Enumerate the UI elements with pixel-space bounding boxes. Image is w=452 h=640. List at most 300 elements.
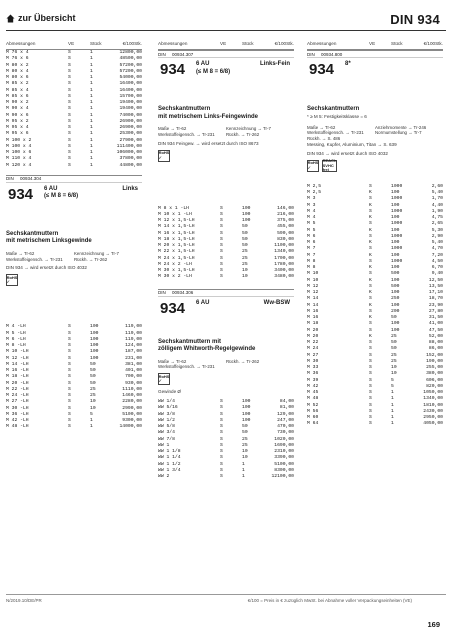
row-quantity: 100 [391, 321, 400, 327]
row-quantity: 100 [391, 190, 400, 196]
row-price: 255,00 [426, 365, 443, 371]
badges [158, 370, 294, 385]
row-price: 23,90 [428, 302, 443, 308]
row-packaging: K [369, 277, 372, 283]
column-3 [307, 38, 443, 428]
meta-references [307, 125, 443, 142]
reach-badge: REACh SVHC frei [322, 158, 337, 173]
row-price: 17,10 [428, 290, 443, 296]
row-dimension: M 36 -LH [6, 411, 29, 417]
row-dimension: M 4 [307, 215, 316, 221]
row-price: 1020,00 [274, 436, 294, 442]
row-price: 1,70 [431, 196, 443, 202]
row-dimension: M 5 -LH [6, 330, 26, 336]
row-quantity: 100 [391, 215, 400, 221]
row-quantity: 10 [90, 399, 96, 405]
row-quantity: 10 [391, 365, 397, 371]
meta-link[interactable]: Rückh. → Tr-262 [226, 131, 260, 137]
header-divider [6, 30, 446, 31]
article-spec: 6 AU [44, 185, 58, 192]
row-dimension: M 18 [307, 321, 319, 327]
row-dimension: M 16 [307, 308, 319, 314]
row-packaging: S [68, 68, 71, 74]
row-dimension: M 16 x 1,5-LH [158, 230, 195, 236]
article-block [6, 175, 142, 227]
row-quantity: 1 [90, 143, 93, 149]
row-quantity: 1000 [391, 258, 403, 264]
row-quantity: 100 [242, 417, 251, 423]
row-price: 19400,00 [119, 106, 142, 112]
article-type: Ww-BSW [263, 299, 290, 306]
row-quantity: 100 [242, 218, 251, 224]
row-price: 9,40 [431, 271, 443, 277]
row-dimension: M 36 [307, 371, 319, 377]
header-dim: Abmessungen [307, 41, 337, 46]
row-packaging: K [369, 333, 372, 339]
meta-link[interactable]: Werkstoffeigensch. → Tr-231 [158, 131, 215, 137]
din-code: 00934.800 [321, 51, 343, 57]
row-packaging: S [220, 449, 223, 455]
row-quantity: 1 [90, 50, 93, 55]
row-price: 81,00 [279, 405, 294, 411]
row-quantity: 100 [391, 240, 400, 246]
row-price: 86,00 [428, 346, 443, 352]
row-quantity: 5 [391, 383, 394, 389]
row-quantity: 25 [242, 436, 248, 442]
row-packaging: S [369, 340, 372, 346]
row-packaging: S [220, 399, 223, 405]
row-price: 4050,00 [423, 421, 443, 427]
row-price: 4,70 [431, 246, 443, 252]
row-quantity: 25 [391, 333, 397, 339]
row-dimension: M 30 x 1,5-LH [158, 268, 195, 274]
row-dimension: M 4 [307, 208, 316, 214]
row-packaging: S [220, 455, 223, 461]
article-body [307, 58, 443, 102]
product-title: Sechskantmuttern [307, 106, 360, 112]
row-price: 119,00 [125, 330, 142, 336]
row-price: 27,80 [428, 308, 443, 314]
row-quantity: 1 [90, 118, 93, 124]
row-packaging: S [68, 81, 71, 87]
row-price: 3480,00 [274, 274, 294, 280]
article-type: Links-Fein [259, 61, 290, 67]
row-packaging: K [369, 290, 372, 296]
row-packaging: S [68, 324, 71, 330]
row-packaging: S [68, 62, 71, 68]
row-quantity: 1000 [391, 221, 403, 227]
row-dimension: M 27 -LH [6, 399, 29, 405]
row-packaging: K [369, 302, 372, 308]
header-vk: VE [369, 41, 376, 46]
meta-link[interactable] [226, 364, 294, 370]
row-dimension: M 16 [307, 315, 319, 321]
row-packaging: S [68, 411, 71, 417]
row-dimension: WW 1 1/8 [158, 449, 181, 455]
row-packaging: S [68, 75, 71, 80]
row-packaging: S [369, 358, 372, 364]
row-quantity: 100 [391, 252, 400, 258]
row-quantity: 100 [391, 302, 400, 308]
row-quantity: 25 [242, 442, 248, 448]
row-price: 111400,00 [116, 143, 142, 149]
header-vk: VE [68, 41, 75, 46]
row-packaging: K [369, 202, 372, 208]
row-packaging: S [220, 436, 223, 442]
meta-link[interactable]: Werkstoffeigensch. → Tr-231 [307, 130, 364, 136]
row-price: 4,75 [431, 215, 443, 221]
row-dimension: M 30 x 2 -LH [158, 274, 192, 280]
row-quantity: 25 [90, 386, 96, 392]
rohs-badge: RoHS ✓ [307, 160, 319, 170]
din-code: 00934.306 [172, 290, 194, 296]
row-dimension: M 48 [307, 396, 319, 402]
back-to-overview-link[interactable] [6, 13, 76, 23]
row-price: 247,00 [277, 417, 294, 423]
meta-link[interactable]: Maße → Tr-62 [158, 358, 187, 364]
row-packaging: S [369, 208, 372, 214]
row-dimension: M 6 [307, 240, 316, 246]
row-dimension: M 18 x 1,5-LH [158, 236, 195, 242]
row-dimension: M 2,5 [307, 183, 322, 189]
row-dimension: M 80 x 6 [6, 75, 29, 80]
row-packaging: S [220, 268, 223, 274]
row-quantity: 1 [90, 56, 93, 62]
row-quantity: 1 [90, 87, 93, 93]
row-dimension: M 39 [307, 377, 319, 383]
rohs-badge: RoHS ✓ [6, 274, 18, 285]
row-packaging: K [369, 190, 372, 196]
row-packaging: S [68, 143, 71, 149]
row-packaging: S [68, 93, 71, 99]
row-quantity: 100 [391, 227, 400, 233]
article-number: 934 [8, 185, 34, 203]
article-number: 934 [160, 299, 186, 317]
row-quantity: 100 [391, 290, 400, 296]
row-dimension: M 4 -LH [6, 324, 26, 330]
row-packaging: S [369, 371, 372, 377]
row-price: 54000,00 [119, 75, 142, 80]
row-price: 84,00 [279, 399, 294, 405]
row-dimension: M 22 [307, 340, 319, 346]
row-packaging: S [68, 380, 71, 386]
row-packaging: K [369, 265, 372, 271]
row-price: 27900,00 [119, 137, 142, 143]
row-price: 2310,00 [274, 449, 294, 455]
row-packaging: S [369, 183, 372, 189]
badges [307, 157, 443, 172]
row-dimension: M 27 [307, 352, 319, 358]
row-price: 455,00 [277, 224, 294, 230]
row-dimension: M 24 -LH [6, 393, 29, 399]
row-dimension: M 3 [307, 202, 316, 208]
row-packaging: S [220, 430, 223, 436]
row-dimension: M 14 x 1,5-LH [158, 224, 195, 230]
row-price: 12,50 [428, 277, 443, 283]
row-dimension: M 56 [307, 408, 319, 414]
row-quantity: 1 [391, 415, 394, 421]
row-price: 4,40 [431, 202, 443, 208]
meta-link[interactable]: Kennzeichnung → Tr-7 [74, 250, 119, 256]
row-price: 119,00 [125, 336, 142, 342]
article-din-header [158, 290, 294, 297]
article-number: 934 [160, 61, 186, 78]
row-packaging: S [369, 221, 372, 227]
replacement-note: DIN 934 Feingew. → wird ersetzt durch ISO 8673 [158, 140, 259, 146]
meta-link[interactable]: Rückh. → Tr-262 [226, 358, 260, 364]
row-dimension: M 18 -LH [6, 374, 29, 380]
page-title: DIN 934 [390, 12, 440, 27]
row-quantity: 50 [90, 361, 96, 367]
header-price: €/100Stk. [274, 41, 294, 46]
row-price: 2430,00 [423, 408, 443, 414]
row-packaging: S [369, 396, 372, 402]
row-quantity: 50 [242, 424, 248, 430]
meta-references [158, 126, 294, 138]
house-icon [6, 14, 15, 23]
row-packaging: S [68, 56, 71, 62]
row-packaging: S [68, 162, 71, 168]
row-dimension: M 14 [307, 296, 319, 302]
column-1 [6, 38, 142, 431]
row-dimension: M 16 -LH [6, 368, 29, 374]
meta-link[interactable]: Rückh. → S. 486 [307, 136, 341, 142]
row-quantity: 100 [242, 205, 251, 211]
row-packaging: S [369, 415, 372, 421]
row-price: 12100,00 [271, 474, 294, 480]
row-price: 5100,00 [274, 461, 294, 467]
meta-link[interactable]: Rückh. → Tr-262 [74, 256, 108, 262]
row-price: 2990,00 [122, 405, 142, 411]
row-dimension: M 64 [307, 421, 319, 427]
row-dimension: WW 5/8 [158, 424, 175, 430]
row-quantity: 1000 [391, 246, 403, 252]
row-quantity: 100 [242, 405, 251, 411]
row-packaging: S [68, 368, 71, 374]
row-price: 1460,00 [122, 393, 142, 399]
row-dimension: M 12 [307, 290, 319, 296]
row-packaging: S [220, 467, 223, 473]
article-spec: 8* [345, 61, 351, 67]
row-price: 37800,00 [119, 156, 142, 162]
meta-link[interactable]: Maße → Tr-62 [158, 126, 187, 131]
row-price: 41,00 [428, 321, 443, 327]
product-subtitle: mit metrischem Linksgewinde [6, 238, 92, 245]
article-din-header [6, 176, 142, 183]
row-dimension: WW 5/16 [158, 405, 178, 411]
article-block [158, 50, 294, 102]
row-quantity: 50 [90, 374, 96, 380]
row-quantity: 100 [242, 411, 251, 417]
meta-link[interactable]: Maße → Tr-62 [6, 250, 35, 256]
row-packaging: S [369, 408, 372, 414]
row-quantity: 50 [90, 368, 96, 374]
row-packaging: S [68, 112, 71, 118]
meta-link[interactable]: Kennzeichnung → Tr-7 [226, 126, 271, 131]
meta-link[interactable]: Werkstoffeigensch. → Tr-231 [6, 256, 63, 262]
row-price: 5,30 [431, 227, 443, 233]
row-dimension: WW 1 3/4 [158, 467, 181, 473]
row-dimension: M 3 [307, 196, 316, 202]
row-dimension: M 24 x 1,5-LH [158, 255, 195, 261]
article-spec: 6 AU [196, 61, 210, 67]
row-dimension: M 2,5 [307, 190, 322, 196]
row-quantity: 100 [242, 211, 251, 217]
row-dimension: M 12 x 1,5-LH [158, 218, 195, 224]
row-dimension: M 12 -LH [6, 355, 29, 361]
row-dimension: WW 1/2 [158, 417, 175, 423]
row-packaging: S [68, 336, 71, 342]
row-dimension: M 80 x 4 [6, 68, 29, 74]
row-packaging: S [220, 205, 223, 211]
row-price: 1050,00 [423, 390, 443, 396]
article-din-header [307, 51, 443, 58]
din-label: DIN [158, 51, 166, 57]
row-packaging: S [68, 386, 71, 392]
row-packaging: S [220, 261, 223, 267]
product-subtitle: mit metrischem Links-Feingewinde [158, 113, 259, 120]
row-packaging: K [369, 240, 372, 246]
row-packaging: K [369, 215, 372, 221]
header-price: €/100Stk. [122, 41, 142, 46]
row-dimension: WW 7/8 [158, 436, 175, 442]
row-quantity: 1 [391, 408, 394, 414]
row-dimension: M 7 [307, 252, 316, 258]
row-price: 47,50 [428, 327, 443, 333]
row-price: 88,00 [428, 340, 443, 346]
row-packaging: S [369, 196, 372, 202]
row-dimension: M 14 -LH [6, 361, 29, 367]
din-label: DIN [158, 290, 166, 296]
row-price: 5,40 [431, 240, 443, 246]
row-packaging: S [220, 424, 223, 430]
meta-link[interactable]: Maße → Tr-62 [307, 124, 336, 130]
row-quantity: 1 [242, 467, 245, 473]
footer-divider [6, 594, 446, 595]
row-packaging: K [369, 252, 372, 258]
row-quantity: 5 [391, 377, 394, 383]
row-quantity: 1 [90, 106, 93, 112]
row-quantity: 500 [391, 283, 400, 289]
row-packaging: S [220, 405, 223, 411]
row-price: 700,00 [125, 374, 142, 380]
row-price: 7,20 [431, 252, 443, 258]
row-dimension: WW 1 1/4 [158, 455, 181, 461]
row-dimension: M 20 x 1,5-LH [158, 243, 195, 249]
row-packaging: S [68, 399, 71, 405]
row-price: 590,00 [277, 230, 294, 236]
row-dimension: M 8 -LH [6, 343, 26, 349]
price-table [6, 324, 142, 430]
row-quantity: 100 [90, 336, 99, 342]
row-quantity: 50 [391, 315, 397, 321]
header-vk: VE [220, 41, 227, 46]
row-packaging: S [369, 308, 372, 314]
row-price: 381,00 [125, 361, 142, 367]
row-quantity: 100 [90, 343, 99, 349]
row-price: 2,60 [431, 183, 443, 189]
row-quantity: 100 [391, 277, 400, 283]
row-price: 375,00 [277, 218, 294, 224]
row-price: 18,70 [428, 296, 443, 302]
row-packaging: S [369, 233, 372, 239]
row-price: 830,00 [277, 236, 294, 242]
row-packaging: S [220, 211, 223, 217]
row-price: 3400,00 [274, 268, 294, 274]
row-quantity: 100 [391, 265, 400, 271]
row-dimension: M 100 x 6 [6, 150, 32, 155]
row-dimension: M 90 x 6 [6, 112, 29, 118]
row-price: 401,00 [125, 368, 142, 374]
header-dim: Abmessungen [158, 41, 188, 46]
product-title: Sechskantmuttern [6, 230, 59, 237]
row-quantity: 1 [90, 62, 93, 68]
row-price: 31,50 [428, 315, 443, 321]
row-price: 1340,00 [274, 249, 294, 255]
row-packaging: K [369, 227, 372, 233]
table-header [307, 38, 443, 50]
row-packaging: S [220, 417, 223, 423]
row-packaging: S [68, 349, 71, 355]
meta-link[interactable]: Normumstellung → Tr-7 [375, 130, 422, 136]
row-dimension: WW 1/4 [158, 399, 175, 405]
article-body [158, 297, 294, 335]
row-quantity: 1000 [391, 233, 403, 239]
row-quantity: 100 [242, 399, 251, 405]
row-price: 48500,00 [119, 56, 142, 62]
row-quantity: 50 [391, 346, 397, 352]
row-packaging: S [369, 271, 372, 277]
row-price: 152,00 [426, 352, 443, 358]
price-table [158, 399, 294, 480]
row-price: 26900,00 [119, 118, 142, 124]
row-dimension: WW 3/4 [158, 430, 175, 436]
meta-link[interactable]: Anziehmomente → Tr-246 [375, 124, 427, 130]
row-quantity: 1 [90, 150, 93, 155]
row-packaging: S [220, 224, 223, 230]
row-dimension: M 20 [307, 327, 319, 333]
article-block [307, 50, 443, 102]
row-dimension: M 100 x 4 [6, 143, 32, 149]
row-quantity: 100 [391, 202, 400, 208]
product-title: Sechskantmuttern [158, 106, 211, 112]
row-packaging: S [68, 150, 71, 155]
row-price: 57200,00 [119, 68, 142, 74]
meta-references [158, 359, 294, 371]
price-table [307, 184, 443, 428]
row-price: 57200,00 [119, 62, 142, 68]
footer-price-note: €/100 = Preis in € zuzüglich MwSt. bei Abnahme voller Verpackungseinheiten (VE) [247, 598, 412, 603]
row-price: 1,90 [431, 208, 443, 214]
row-quantity: 50 [242, 230, 248, 236]
row-packaging: S [220, 274, 223, 280]
table-header [6, 38, 142, 50]
table-row [158, 474, 294, 480]
row-packaging: K [369, 315, 372, 321]
article-block [158, 289, 294, 335]
row-packaging: S [220, 236, 223, 242]
row-price: 5100,00 [122, 411, 142, 417]
row-dimension: M 24 [307, 346, 319, 352]
row-quantity: 1 [90, 137, 93, 143]
article-spec-note: (≤ M 8 = 6/8) [196, 68, 231, 75]
meta-link[interactable]: Werkstoffeigensch. → Tr-231 [158, 364, 215, 370]
row-quantity: 10 [391, 371, 397, 377]
row-quantity: 10 [242, 274, 248, 280]
row-quantity: 1 [90, 68, 93, 74]
row-packaging: S [369, 321, 372, 327]
row-packaging: S [369, 346, 372, 352]
